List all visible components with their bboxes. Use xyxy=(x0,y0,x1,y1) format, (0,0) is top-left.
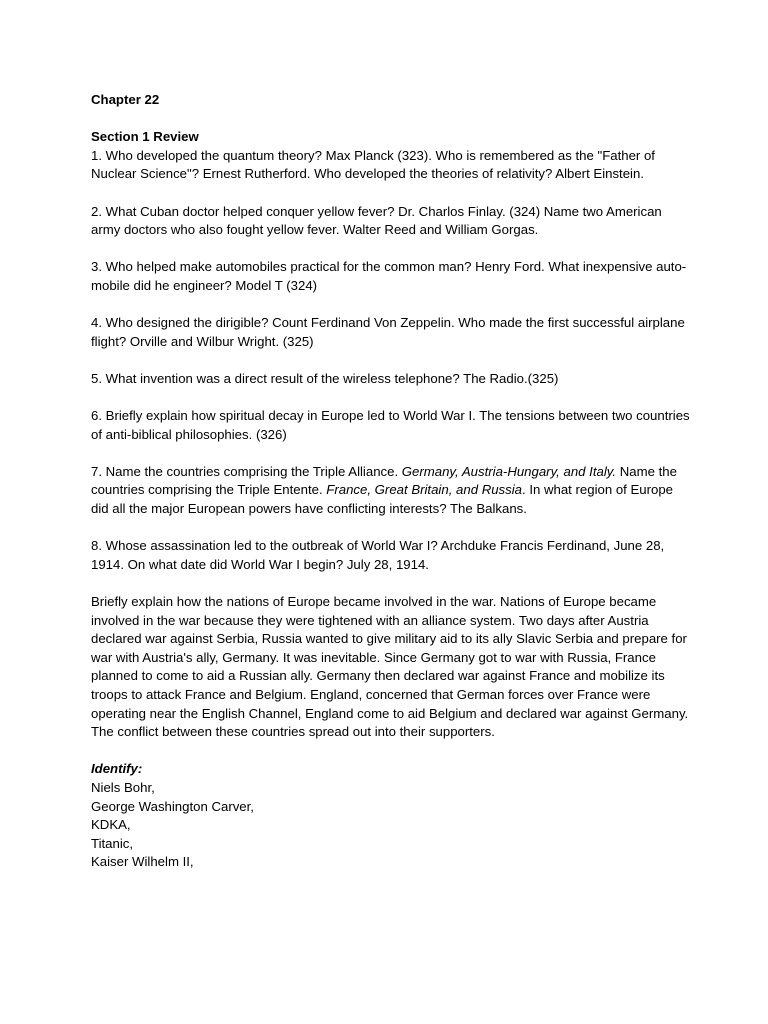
question-6: 6. Briefly explain how spiritual decay in Europe led to World War I. The tensions between two countries of anti-biblical philosophies. (326) xyxy=(91,408,690,442)
question-1: 1. Who developed the quantum theory? Max Planck (323). Who is remembered as the "Father of Nuclear Science"? Ernest Rutherford. Who developed the theories of relativity? Albert Einstein. xyxy=(91,147,655,182)
question-7-part-2: Name the countries comprising the Triple Entente. xyxy=(91,463,677,498)
question-7 xyxy=(91,463,691,519)
identify-item: Niels Bohr, xyxy=(91,779,155,795)
question-7-part-3: . In what region of Europe did all the major European powers have conflicting interests? The Balkans. xyxy=(91,482,674,517)
identify-item: KDKA, xyxy=(91,817,131,833)
identify-item: George Washington Carver, xyxy=(91,798,254,814)
identify-item: Titanic, xyxy=(91,835,134,851)
identify-heading: Identify: xyxy=(91,761,143,777)
question-4: 4. Who designed the dirigible? Count Ferdinand Von Zeppelin. Who made the first successful airplane flight? Orville and Wilbur Wright. (325) xyxy=(91,315,685,349)
question-5: 5. What invention was a direct result of the wireless telephone? The Radio.(325) xyxy=(91,370,559,386)
explanation-paragraph: Briefly explain how the nations of Europe became involved in the war. Nations of Europe became involved in the war because they were tightened with an alliance system. Two days after Austria declared war against Serbia, Russia wanted to give military aid to its ally Slavic Serbia and prepare for war with Austria's ally, Germany. It was inevitable. Since Germany got to war with Russia, France planned to come to aid a Russian ally. Germany then declared war against France and mobilize its troops to attack France and Belgium. England, concerned that German forces over France were operating near the English Channel, England come to aid Belgium and declared war against Germany. The conflict between these countries spread out into their supporters. xyxy=(91,594,689,740)
section-title: Section 1 Review xyxy=(91,129,199,145)
triple-alliance-answer: Germany, Austria-Hungary, and Italy. xyxy=(401,463,617,479)
question-3: 3. Who helped make automobiles practical for the common man? Henry Ford. What inexpensive auto-mobile did he engineer? Model T (324) xyxy=(91,259,687,293)
blank-line xyxy=(91,110,691,129)
chapter-title: Chapter 22 xyxy=(91,92,160,107)
document-page xyxy=(91,91,691,872)
question-8: 8. Whose assassination led to the outbreak of World War I? Archduke Francis Ferdinand, June 28, 1914. On what date did World War I begin? July 28, 1914. xyxy=(91,538,665,572)
identify-item: Kaiser Wilhelm II, xyxy=(91,854,194,870)
question-7-part-1: 7. Name the countries comprising the Triple Alliance. xyxy=(91,463,402,479)
question-2: 2. What Cuban doctor helped conquer yellow fever? Dr. Charlos Finlay. (324) Name two American army doctors who also fought yellow fever. Walter Reed and William Gorgas. xyxy=(91,203,662,238)
triple-entente-answer: France, Great Britain, and Russia xyxy=(326,482,522,498)
